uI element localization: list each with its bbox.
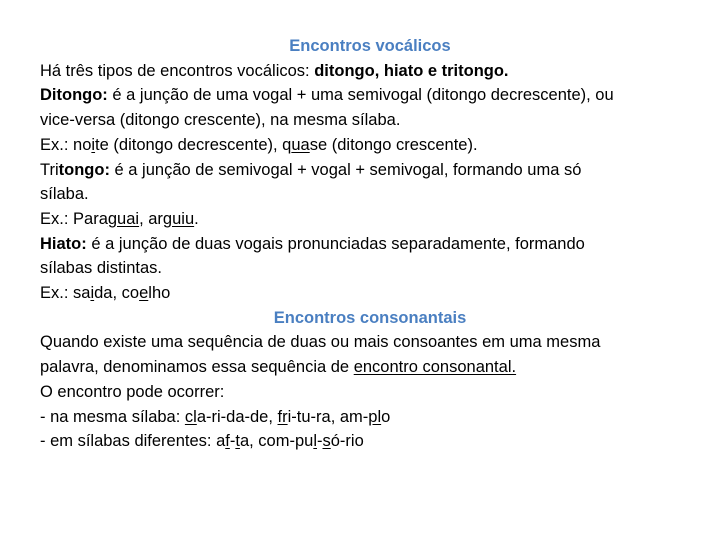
consonant-definition: Quando existe uma sequência de duas ou mais consoantes em uma mesma <box>40 333 601 352</box>
tritongo-example: Ex.: Paraguai, arguiu. <box>40 209 199 228</box>
hiato-definition: Hiato: é a junção de duas vogais pronunciadas separadamente, formando <box>40 234 585 253</box>
ditongo-definition-cont: vice-versa (ditongo crescente), na mesma sílaba. <box>40 111 401 130</box>
tritongo-definition-cont: sílaba. <box>40 185 89 204</box>
consonant-definition-cont: palavra, denominamos essa sequência de encontro consonantal. <box>40 358 517 377</box>
ditongo-example: Ex.: noite (ditongo decrescente), quase (ditongo crescente). <box>40 135 478 154</box>
ditongo-definition: Ditongo: é a junção de uma vogal + uma semivogal (ditongo decrescente), ou <box>40 86 614 105</box>
hiato-term: Hiato: <box>40 234 87 253</box>
consonant-occurrence: O encontro pode ocorrer: <box>40 382 225 401</box>
text-block <box>40 34 700 454</box>
same-syllable-examples: - na mesma sílaba: cla-ri-da-de, fri-tu-ra, am-plo <box>40 407 391 426</box>
title-consonant-encounters: Encontros consonantais <box>273 308 467 327</box>
tritongo-definition: Tritongo: é a junção de semivogal + vogal + semivogal, formando uma só <box>40 160 582 179</box>
title-vocalic-encounters: Encontros vocálicos <box>289 37 451 55</box>
intro-line: Há três tipos de encontros vocálicos: ditongo, hiato e tritongo. <box>40 61 509 80</box>
hiato-example: Ex.: saida, coelho <box>40 284 171 303</box>
different-syllables-examples: - em sílabas diferentes: af-ta, com-pul-só-rio <box>40 432 364 451</box>
hiato-definition-cont: sílabas distintas. <box>40 259 162 278</box>
ditongo-term: Ditongo: <box>40 86 108 105</box>
